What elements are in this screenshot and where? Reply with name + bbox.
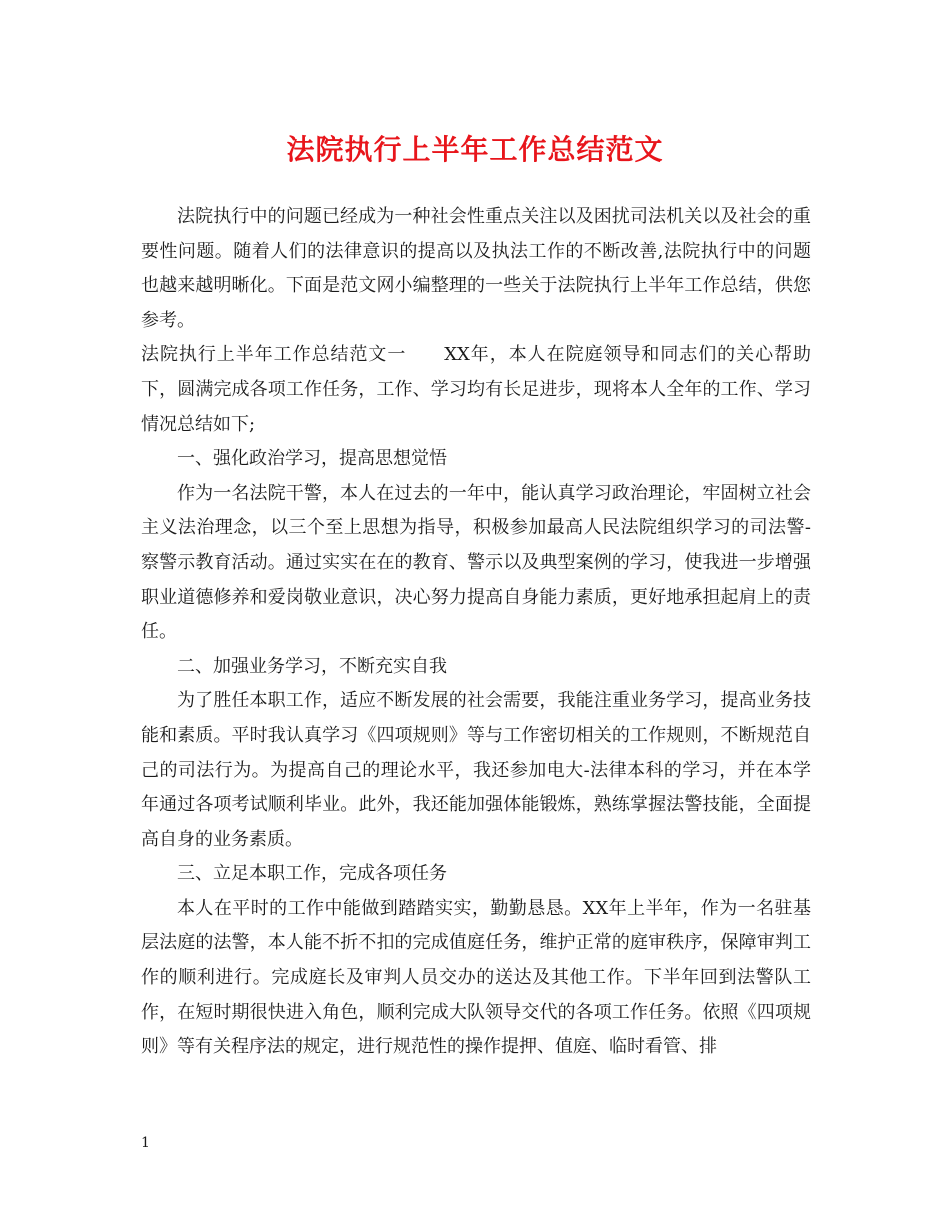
section-heading-2: 二、加强业务学习，不断充实自我	[177, 655, 447, 677]
section-heading-1: 一、强化政治学习，提高思想觉悟	[177, 448, 447, 470]
page-number: 1	[141, 1135, 150, 1151]
section-heading-3: 三、立足本职工作，完成各项任务	[177, 863, 447, 885]
document-title: 法院执行上半年工作总结范文	[286, 133, 664, 166]
paragraph-section-3: 本人在平时的工作中能做到踏踏实实，勤勤恳恳。XX年上半年，作为一名驻基层法庭的法警，本人能不折不扣的完成值庭任务，维护正常的庭审秩序，保障审判工作的顺利进行。完成庭长及审判人员交办的送达及其他工作。下半年回到法警队工作，在短时期很快进入角色，顺利完成大队领导交代的各项工作任务。依照《四项规则》等有关程序法的规定，进行规范性的操作提押、值庭、临时看管、排	[141, 897, 811, 1058]
paragraph-section-2: 为了胜任本职工作，适应不断发展的社会需要，我能注重业务学习，提高业务技能和素质。平时我认真学习《四项规则》等与工作密切相关的工作规则，不断规范自己的司法行为。为提高自己的理论水平，我还参加电大-法律本科的学习，并在本学年通过各项考试顺利毕业。此外，我还能加强体能锻炼，熟练掌握法警技能，全面提高自身的业务素质。	[141, 690, 811, 850]
paragraph-section-1: 作为一名法院干警，本人在过去的一年中，能认真学习政治理论，牢固树立社会主义法治理念，以三个至上思想为指导，积极参加最高人民法院组织学习的司法警-察警示教育活动。通过实实在在的教育、警示以及典型案例的学习，使我进一步增强职业道德修养和爱岗敬业意识，决心努力提高自身能力素质，更好地承担起肩上的责任。	[141, 482, 811, 643]
paragraph-intro: 法院执行中的问题已经成为一种社会性重点关注以及困扰司法机关以及社会的重要性问题。随着人们的法律意识的提高以及执法工作的不断改善,法院执行中的问题也越来越明晰化。下面是范文网小编整理的一些关于法院执行上半年工作总结，供您参考。	[141, 206, 811, 331]
document-body	[141, 200, 811, 1065]
paragraph-sample-heading: 法院执行上半年工作总结范文一 XX年，本人在院庭领导和同志们的关心帮助下，圆满完成各项工作任务，工作、学习均有长足进步，现将本人全年的工作、学习情况总结如下;	[141, 344, 811, 435]
